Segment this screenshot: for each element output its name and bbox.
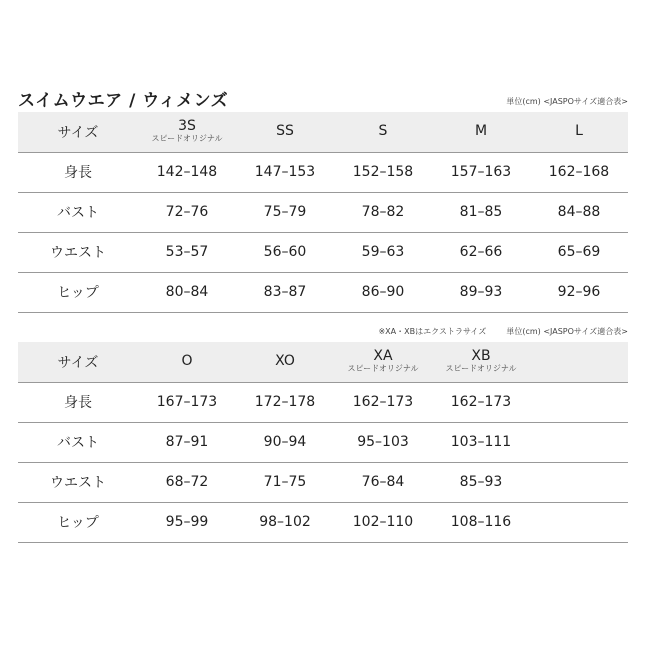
table-cell: 71–75 (236, 462, 334, 502)
table-cell: 147–153 (236, 152, 334, 192)
row-label: 身長 (18, 152, 138, 192)
table-row (18, 502, 628, 542)
table-cell: 72–76 (138, 192, 236, 232)
table-cell: 89–93 (432, 272, 530, 312)
size-column-header: O (138, 342, 236, 382)
table-cell: 152–158 (334, 152, 432, 192)
table-row (18, 192, 628, 232)
table-cell: 95–99 (138, 502, 236, 542)
table-cell: 56–60 (236, 232, 334, 272)
table-cell: 68–72 (138, 462, 236, 502)
table-cell: 108–116 (432, 502, 530, 542)
table-cell: 162–168 (530, 152, 628, 192)
table-cell: 102–110 (334, 502, 432, 542)
table-cell (530, 382, 628, 422)
row-label: ウエスト (18, 462, 138, 502)
header-label: サイズ (18, 112, 138, 152)
row-label: ヒップ (18, 502, 138, 542)
table-cell: 103–111 (432, 422, 530, 462)
row-label: バスト (18, 192, 138, 232)
table-row (18, 272, 628, 312)
table-cell (530, 462, 628, 502)
table-row (18, 462, 628, 502)
table-cell: 83–87 (236, 272, 334, 312)
table-cell: 78–82 (334, 192, 432, 232)
table-cell: 85–93 (432, 462, 530, 502)
table-cell: 53–57 (138, 232, 236, 272)
table-cell: 90–94 (236, 422, 334, 462)
size-column-header: S (334, 112, 432, 152)
size-column-header: XO (236, 342, 334, 382)
table-cell (530, 502, 628, 542)
size-column-header: XA スピードオリジナル (334, 342, 432, 382)
table-header-row (18, 342, 628, 382)
table-cell: 92–96 (530, 272, 628, 312)
table-cell: 142–148 (138, 152, 236, 192)
size-table-women-standard (18, 112, 628, 313)
table-cell: 172–178 (236, 382, 334, 422)
table-cell: 162–173 (432, 382, 530, 422)
table-row (18, 152, 628, 192)
table-cell: 157–163 (432, 152, 530, 192)
table-cell: 86–90 (334, 272, 432, 312)
table-cell: 95–103 (334, 422, 432, 462)
unit-note-table1: 単位(cm) <JASPOサイズ適合表> (506, 97, 628, 106)
table-cell: 84–88 (530, 192, 628, 232)
size-column-header: L (530, 112, 628, 152)
table-row (18, 382, 628, 422)
extra-size-note: ※XA・XBはエクストラサイズ (378, 327, 487, 336)
size-column-header: SS (236, 112, 334, 152)
row-label: バスト (18, 422, 138, 462)
row-label: ウエスト (18, 232, 138, 272)
size-column-header: XB スピードオリジナル (432, 342, 530, 382)
table-cell: 62–66 (432, 232, 530, 272)
table-cell: 81–85 (432, 192, 530, 232)
table-cell: 87–91 (138, 422, 236, 462)
table-cell: 98–102 (236, 502, 334, 542)
table-cell: 59–63 (334, 232, 432, 272)
table-row (18, 232, 628, 272)
table-row (18, 422, 628, 462)
table-cell: 167–173 (138, 382, 236, 422)
table-cell: 65–69 (530, 232, 628, 272)
size-column-header: M (432, 112, 530, 152)
size-column-header: 3S スピードオリジナル (138, 112, 236, 152)
table-cell: 80–84 (138, 272, 236, 312)
page-title: スイムウエア / ウィメンズ (18, 91, 229, 111)
unit-note-table2 (378, 326, 628, 337)
row-label: ヒップ (18, 272, 138, 312)
size-column-header (530, 342, 628, 382)
size-table-women-large (18, 342, 628, 543)
table-header-row (18, 112, 628, 152)
row-label: 身長 (18, 382, 138, 422)
table-cell: 162–173 (334, 382, 432, 422)
table-cell: 76–84 (334, 462, 432, 502)
header-label: サイズ (18, 342, 138, 382)
table-cell (530, 422, 628, 462)
table-cell: 75–79 (236, 192, 334, 232)
unit-note: 単位(cm) <JASPOサイズ適合表> (506, 327, 628, 336)
